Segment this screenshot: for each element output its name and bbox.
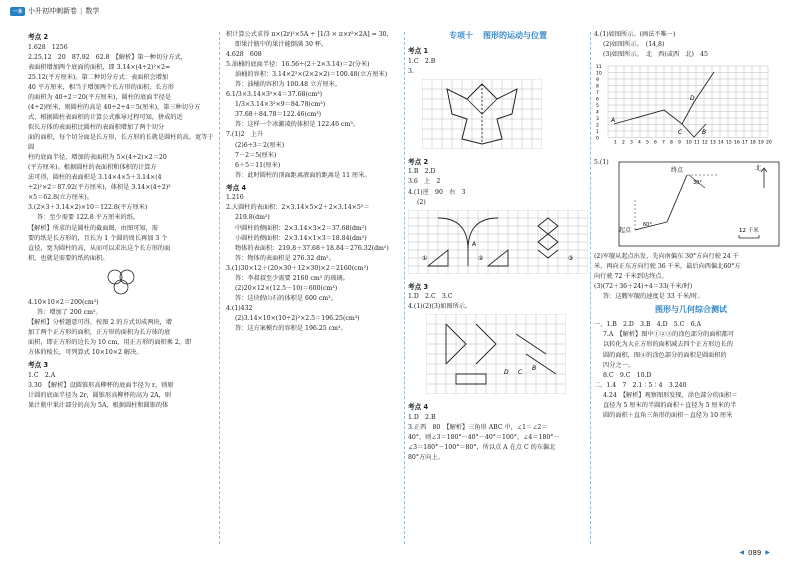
answer-line: 答：物体的表面积是 276.32 dm²。 (235, 254, 335, 262)
answer-line: 答：此时圆柱的顶面距离液面的距离是 11 厘米。 (235, 171, 371, 179)
x-tick-label: 19 (758, 140, 764, 146)
answer-line: 积计算公式求得 π×(2r)²×5A ÷ [1/3 × π×r²×2A] = 30， (226, 31, 393, 38)
translation-grid-figure (426, 314, 566, 394)
answer-line: (平方厘米)。根据圆柱的表面积和体积的计算方 (28, 164, 157, 172)
svg-text:A: A (611, 117, 616, 125)
answer-line: 3.6 上 2 (408, 178, 441, 186)
answer-line: 1.628 1256 (28, 43, 68, 51)
section-title: 图形与几何综合测试 (655, 305, 727, 315)
answer-line: 似长方体的表面积比圆柱的表面积增加了两个切分 (28, 124, 165, 132)
answer-line: 1.D 2.C 3.C (408, 293, 453, 301)
coordinate-grid-figure (594, 62, 780, 152)
answer-line: 果汁瓶中果汁部分的高为 5A，根据圆柱和圆锥的体 (28, 401, 169, 409)
three-circles-figure (101, 266, 141, 296)
answer-line: 3.(1)30×12＋(20×30＋12×30)×2＝2160(cm²) (226, 264, 369, 272)
svg-text:D: D (504, 369, 509, 377)
svg-text:C: C (518, 369, 523, 377)
answer-line: 219.8(dm²) (235, 214, 270, 222)
answer-line: 物体的表面积：219.8＋37.68＋18.84＝276.32(dm²) (235, 244, 389, 252)
svg-text:②: ② (478, 254, 484, 262)
answer-line: (3)(72＋36＋24)÷4＝33(千米/时) (594, 283, 693, 291)
prev-page-icon: ◀ (739, 549, 744, 557)
y-tick-label: 0 (596, 136, 599, 142)
svg-text:终点: 终点 (670, 167, 683, 175)
svg-text:30°: 30° (692, 180, 702, 187)
x-tick-label: 7 (662, 140, 665, 146)
answer-column-1 (28, 30, 214, 544)
x-tick-label: 2 (622, 140, 625, 146)
answer-line: 1.C 2.B (408, 57, 436, 65)
x-tick-label: 4 (638, 140, 641, 146)
y-tick-label: 6 (596, 97, 599, 103)
page-number: 089 (748, 548, 762, 557)
x-tick-label: 8 (670, 140, 673, 146)
answer-line: 3. (408, 67, 414, 75)
answer-line: (2)如图所示。 (14,8) (603, 41, 665, 49)
answer-line: (2)6÷3＝2(厘米) (235, 141, 285, 149)
answer-line: 25.12(平方厘米)。第二种切分方式：表面积会增加 (28, 73, 169, 81)
page-footer (739, 548, 770, 559)
answer-line: 答：油桶的容积为 100.48 立方厘米。 (235, 81, 342, 89)
answer-line: 7.(1)2 上升 (226, 131, 264, 139)
answer-column-3 (408, 30, 588, 544)
svg-text:起点: 起点 (618, 227, 631, 235)
x-tick-label: 16 (734, 140, 740, 146)
answer-line: 圆的面积，图④的涂色部分的面积是圆面积的 (603, 351, 727, 359)
section-heading: 考点 3 (28, 360, 49, 369)
answer-line: (2) (417, 198, 426, 206)
answer-line: 向行驶 72 千米到达终点。 (594, 273, 668, 281)
book-subject: 数学 (85, 7, 100, 15)
answer-line: 答：李叔叔至少需要 2160 cm² 的玻璃。 (235, 274, 349, 282)
next-page-icon: ▶ (765, 549, 770, 557)
answer-line: 圆的面积＋直角三角形的面积－直径为 10 厘米 (603, 411, 733, 419)
answer-line: 1.216 (226, 194, 244, 202)
x-tick-label: 13 (710, 140, 716, 146)
answer-line: 答：增加了 200 cm²。 (37, 308, 102, 316)
svg-text:A: A (472, 240, 477, 248)
header-separator: | (80, 7, 83, 15)
x-tick-label: 12 (702, 140, 708, 146)
x-tick-label: 5 (646, 140, 649, 146)
fold-symmetry-grid-figure (422, 79, 542, 149)
answer-line: 方体的棱长，可列算式 10×10×2 解决。 (28, 348, 143, 356)
section-heading: 考点 2 (408, 157, 429, 166)
x-tick-label: 15 (726, 140, 732, 146)
answer-line: 4.(1)逆 90 右 3 (408, 188, 466, 196)
book-title: 小升初冲刺新卷 (28, 7, 77, 15)
answer-line: 以转化为大正方形的面积减去四个正方形边长的 (603, 341, 733, 349)
section-heading: 考点 1 (408, 46, 429, 55)
answer-line: 答：至少需要 122.8 平方厘米的纸。 (37, 214, 140, 222)
x-tick-label: 10 (686, 140, 692, 146)
answer-line: 1.D 2.B (408, 414, 436, 422)
answer-line: 4.628 608 (226, 51, 262, 59)
answer-line: 答：这样一个冰激凌的体积是 122.46 cm³。 (235, 121, 360, 129)
answer-line: 中圆柱的侧面积：2×3.14×3×2＝37.68(dm²) (235, 224, 367, 232)
x-tick-label: 14 (718, 140, 724, 146)
answer-line: 米，再向正东方向行驶 36 千米，最后向西偏北60°方 (594, 263, 741, 271)
svg-text:60°: 60° (642, 222, 652, 229)
answer-line: 要的纸是长方形的，且长为 1 个圆的周长再加 3 个 (28, 234, 168, 242)
column-divider (404, 32, 405, 544)
answer-line: (2)20×12×(12.5－10)＝600(cm³) (235, 284, 338, 292)
answer-line: 一、1.B 2.D 3.B 4.D 5.C 6.A (594, 321, 701, 329)
answer-line: 二、1.4 7 2.1∶5∶4 3.240 (594, 381, 687, 389)
answer-line: 计圆的底面半径为 2r，圆锥形高柳杯的高为 2A，则 (28, 391, 171, 399)
svg-text:B: B (532, 365, 537, 373)
answer-column-4 (594, 30, 788, 544)
answer-line: 直径，宽为圆柱的高，从而可以求出这个长方形的面 (28, 244, 171, 252)
x-tick-label: 20 (766, 140, 772, 146)
y-tick-label: 8 (596, 84, 599, 90)
y-tick-label: 7 (596, 91, 599, 97)
svg-text:D: D (690, 95, 695, 103)
answer-line: 6＋5＝11(厘米) (235, 161, 281, 169)
answer-line: 1/3×3.14×3²×9＝84.78(cm³) (235, 101, 326, 109)
answer-line: ÷2)²×2＝87.92(平方厘米)，体积是 3.14×(4÷2)² (28, 184, 171, 192)
answer-line: 4.24 【解析】观察图形发现，涂色部分的面积＝ (603, 391, 738, 399)
answer-line: 2.大圆柱的表面积：2×3.14×5×2＋2×3.14×5²＝ (226, 204, 370, 212)
answer-line: 的面积为 40÷2＝20(平方厘米)，圆柱的底面半径是 (28, 93, 172, 101)
y-tick-label: 3 (596, 117, 599, 123)
answer-line: 答：这块假山石的体积是 600 cm³。 (235, 294, 337, 302)
answer-line: 式，根据圆柱表面积的计算公式推导过程可知，拼成的近 (28, 114, 183, 121)
answer-line: ×5＝62.8(立方厘米)。 (28, 194, 93, 202)
rotation-grid-figure (408, 210, 588, 274)
page-header (10, 6, 99, 17)
y-tick-label: 4 (596, 110, 599, 116)
book-logo: 一本 (10, 7, 25, 16)
section-heading: 考点 3 (408, 282, 429, 291)
answer-line: 3.30 【解析】设圆锥形高柳杯的底面半径为 r，则原 (28, 381, 174, 389)
svg-text:北: 北 (754, 165, 761, 173)
answer-line: 40 平方厘米，相当于增加两个长方形的面积，长方形 (28, 83, 174, 91)
section-heading: 考点 4 (408, 403, 429, 412)
x-tick-label: 11 (694, 140, 700, 146)
answer-line: 8.C 9.C 10.D (603, 371, 652, 379)
answer-line: 积，也就是需要的纸的面积。 (28, 254, 109, 262)
svg-text:C: C (678, 129, 683, 137)
y-tick-label: 5 (596, 104, 599, 110)
y-tick-label: 2 (596, 123, 599, 129)
answer-line: 【解析】分析题意可得，按图 2 的方式切成两块，增 (28, 318, 172, 326)
answer-line: 6.1/3×3.14×3²×4＝37.68(cm³) (226, 91, 323, 99)
answer-line: 答：这艘军舰的速度是 33 千米/时。 (603, 293, 704, 301)
answer-line: 80°方向上。 (408, 454, 444, 462)
answer-line: 37.68＋84.78＝122.46(cm³) (235, 111, 322, 119)
x-tick-label: 9 (678, 140, 681, 146)
answer-line: 7－2＝5(厘米) (235, 151, 277, 159)
navigation-map-figure (609, 160, 785, 250)
x-tick-label: 6 (654, 140, 657, 146)
svg-text:③: ③ (568, 254, 574, 262)
answer-line: 加了两个正方形的面积，正方形的面积为长方体的底 (28, 328, 171, 336)
answer-line: 40°，则∠3＝180°－40°－40°＝100°，∠4＝180°－ (408, 434, 560, 442)
answer-line: (2)军舰从起点出发，先向南偏东 30°方向行驶 24 千 (594, 253, 739, 261)
answer-line: 3.(2×3＋3.14×2)×10＝122.8(平方厘米) (28, 204, 148, 212)
column-divider (590, 32, 591, 544)
answer-line: 柱的底面半径，增加的表面积为 5×(4÷2)×2＝20 (28, 154, 167, 162)
answer-line: 小圆柱的侧面积：2×3.14×1×3＝18.84(dm²) (235, 234, 367, 242)
answer-line: 法可得，圆柱的表面积是 3.14×4×5＋3.14×(4 (28, 174, 162, 182)
section-title: 专项十 图形的运动与位置 (449, 31, 547, 40)
answer-line: 1.B 2.D (408, 168, 436, 176)
answer-line: 油桶的容积：3.14×2²×(2×2×2)＝100.48(立方厘米) (235, 71, 388, 79)
svg-text:12 千米: 12 千米 (738, 228, 759, 235)
y-tick-label: 11 (596, 65, 602, 71)
answer-line: ∠3＝180°－100°＝80°，所以点 A 在点 C 的东偏北 (408, 444, 556, 452)
answer-line: (2)3.14×10×(10÷2)²×2.5＝196.25(cm³) (235, 314, 360, 322)
answer-line: 面的面积，每个切分面是长方形，长方形的长就是圆柱的高，宽等于圆 (28, 134, 214, 152)
y-tick-label: 1 (596, 130, 599, 136)
answer-line: 4.10×10×2＝200(cm²) (28, 298, 99, 306)
answer-line: 表面积增加两个底面的面积，即 3.14×(4÷2)²×2= (28, 63, 171, 71)
column-divider (219, 32, 220, 544)
x-tick-label: 18 (750, 140, 756, 146)
section-heading: 考点 4 (226, 183, 247, 192)
answer-line: (4÷2)厘米，则圆柱的高是 40÷2÷4＝5(厘米)，第三种切分方 (28, 103, 201, 111)
answer-column-2 (226, 30, 402, 544)
answer-line: 答：这方案模台的容积是 196.25 cm³。 (235, 324, 347, 332)
answer-line: 四分之一。 (603, 361, 634, 369)
answer-line: 3.正西 80 【解析】三角形 ABC 中，∠1＝∠2＝ (408, 424, 548, 432)
answer-line: 【解析】所求的是圆柱的截面图，由图可知，需 (28, 224, 158, 232)
answer-line: (3)如图所示。 北 西(或西 北) 45 (603, 51, 708, 59)
x-tick-label: 1 (614, 140, 617, 146)
answer-line: 面积，即正方形的边长为 10 cm，用正方形的面积乘 2，即 (28, 338, 192, 346)
svg-text:B: B (702, 129, 707, 137)
x-tick-label: 17 (742, 140, 748, 146)
answer-line: 5.油桶的底面半径：16.56÷(2＋2×3.14)＝2(分米) (226, 61, 370, 69)
svg-text:①: ① (422, 254, 428, 262)
answer-line: 4.(1)(2)(3)如图所示。 (408, 303, 472, 311)
section-heading: 考点 2 (28, 33, 49, 41)
answer-line: 4.(1)432 (226, 304, 253, 312)
answer-line: 7.A 【解析】图中①②③的涂色部分的面积都可 (603, 331, 735, 339)
answer-line: 1.C 2.A (28, 371, 56, 379)
y-tick-label: 9 (596, 78, 599, 84)
question-label: 5.(1) (594, 159, 609, 167)
answer-line: 4.(1)如图所示。(画法不唯一) (594, 31, 676, 38)
y-tick-label: 10 (596, 71, 602, 77)
x-tick-label: 3 (630, 140, 633, 146)
answer-line: 即果汁瓶中的果汁能倒满 30 杯。 (235, 41, 328, 49)
answer-line: 直径为 5 厘米的半圆的面积＋直径为 5 厘米的半 (603, 401, 737, 409)
answer-line: 2.25.12 20 87.92 62.8 【解析】第一种切分方式， (28, 53, 187, 61)
